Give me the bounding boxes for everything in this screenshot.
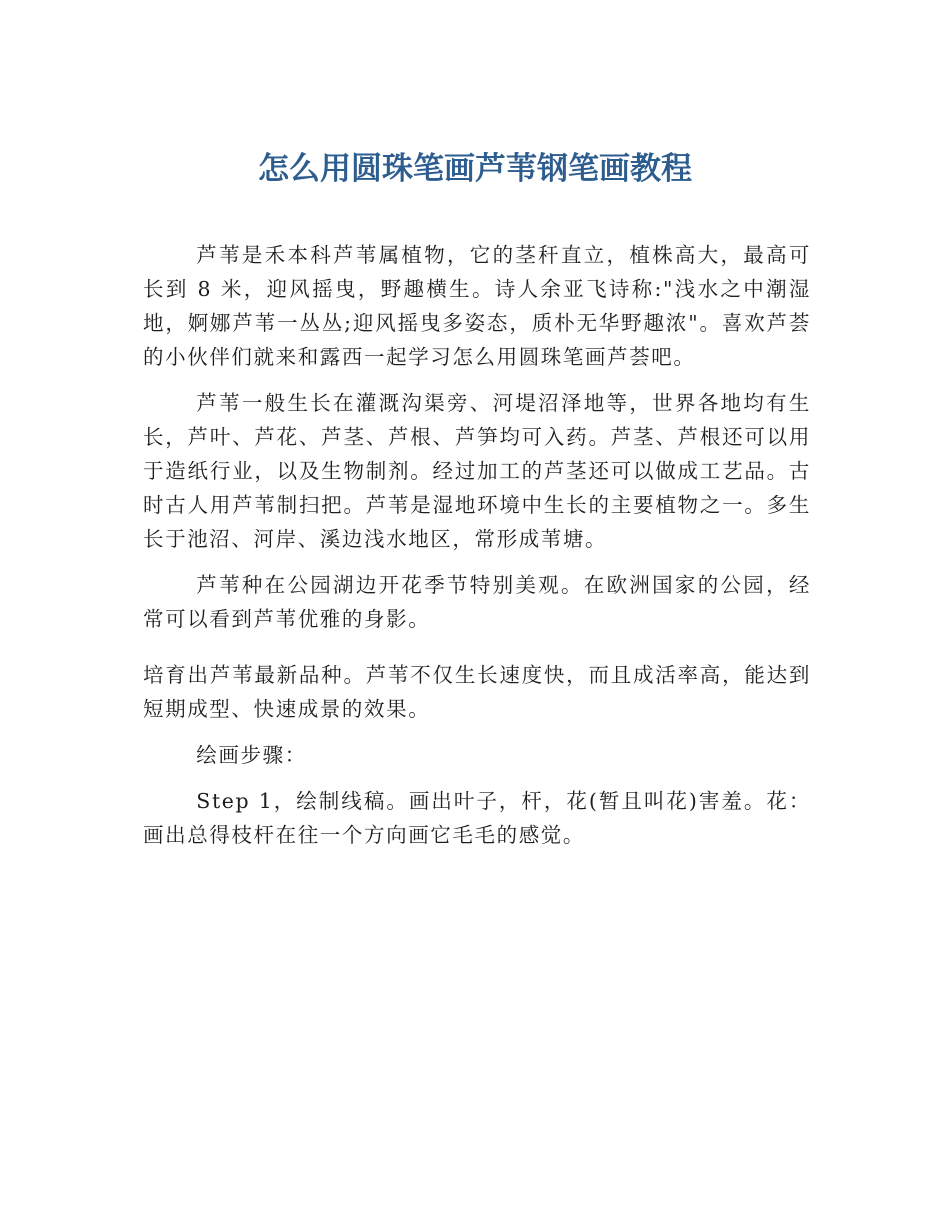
paragraph-habitat: 芦苇一般生长在灌溉沟渠旁、河堤沼泽地等，世界各地均有生长，芦叶、芦花、芦茎、芦根、芦笋均可入药。芦茎、芦根还可以用于造纸行业，以及生物制剂。经过加工的芦茎还可以做成工艺品。古时古人用芦苇制扫把。芦苇是湿地环境中生长的主要植物之一。多生长于池沼、河岸、溪边浅水地区，常形成苇塘。 xyxy=(143,391,811,551)
paragraph-steps-heading: 绘画步骤： xyxy=(196,743,307,767)
paragraph-intro: 芦苇是禾本科芦苇属植物，它的茎秆直立，植株高大，最高可长到 8 米，迎风摇曳，野趣横生。诗人余亚飞诗称:"浅水之中潮湿地，婀娜芦苇一丛丛;迎风摇曳多姿态，质朴无华野趣浓"。喜欢芦荟的小伙伴们就来和露西一起学习怎么用圆珠笔画芦荟吧。 xyxy=(143,243,811,369)
paragraph-step-1: Step 1，绘制线稿。画出叶子，杆，花(暂且叫花)害羞。花：画出总得枝杆在往一个方向画它毛毛的感觉。 xyxy=(143,789,811,847)
document-body xyxy=(143,238,811,864)
document-title: 怎么用圆珠笔画芦苇钢笔画教程 xyxy=(258,151,692,187)
paragraph-parks: 芦苇种在公园湖边开花季节特别美观。在欧洲国家的公园，经常可以看到芦苇优雅的身影。 xyxy=(143,573,811,631)
paragraph-varieties: 培育出芦苇最新品种。芦苇不仅生长速度快，而且成活率高，能达到短期成型、快速成景的效果。 xyxy=(143,663,811,721)
